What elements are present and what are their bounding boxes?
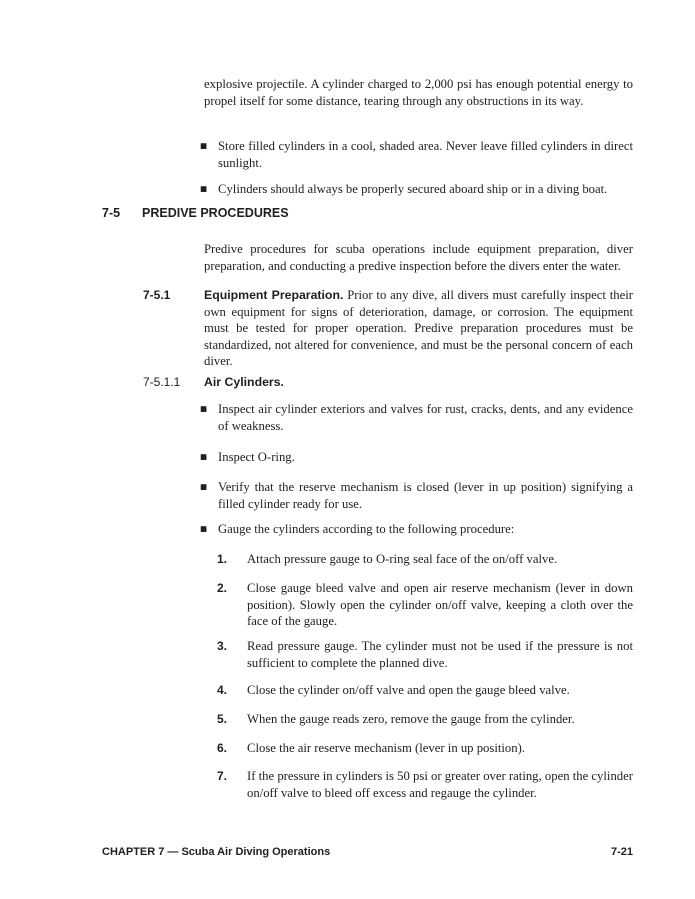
list-item: [200, 479, 633, 512]
bullet-square-icon: ■: [200, 404, 208, 414]
bullet-square-icon: ■: [200, 524, 208, 534]
section-heading: [102, 206, 642, 221]
subsubsection-paragraph: [204, 374, 633, 391]
list-item-text: Store filled cylinders in a cool, shaded area. Never leave filled cylinders in direct sunlight.: [218, 139, 633, 170]
step-number: 2.: [217, 581, 228, 595]
bullet-square-icon: ■: [200, 184, 208, 194]
step-number: 6.: [217, 741, 228, 755]
bullet-square-icon: ■: [200, 141, 208, 151]
list-item-text: Inspect O-ring.: [218, 450, 295, 464]
step-number: 3.: [217, 639, 228, 653]
subsection-title: Equipment Preparation.: [204, 288, 344, 302]
procedure-step: [217, 551, 633, 568]
procedure-step: [217, 682, 633, 699]
list-item: [200, 521, 633, 538]
list-item-text: Verify that the reserve mechanism is closed (lever in up position) signifying a filled cylinder ready for use.: [218, 480, 633, 511]
bullet-square-icon: ■: [200, 482, 208, 492]
section-number: 7-5: [102, 206, 121, 220]
subsubsection-number: 7-5.1.1: [143, 375, 181, 389]
paragraph-continuation: explosive projectile. A cylinder charged to 2,000 psi has enough potential energy to propel itself for some distance, tearing through any obstructions in its way.: [204, 77, 633, 108]
footer-page-number: 7-21: [610, 846, 633, 858]
step-text: If the pressure in cylinders is 50 psi or greater over rating, open the cylinder on/off valve to bleed off excess and regauge the cylinder.: [247, 769, 633, 800]
procedure-step: [217, 768, 633, 801]
list-item: [200, 449, 633, 466]
step-text: Read pressure gauge. The cylinder must not be used if the pressure is not sufficient to complete the planned dive.: [247, 639, 633, 670]
footer-chapter-title: CHAPTER 7 — Scuba Air Diving Operations: [102, 846, 331, 858]
step-text: Attach pressure gauge to O-ring seal face of the on/off valve.: [247, 552, 558, 566]
step-number: 7.: [217, 769, 228, 783]
step-text: Close gauge bleed valve and open air reserve mechanism (lever in down position). Slowly open the cylinder on/off valve, keeping a cloth over the face of the gauge.: [247, 581, 633, 628]
subsection-body: Prior to any dive, all divers must carefully inspect their own equipment for signs of deterioration, damage, or corrosion. The equipment must be tested for proper operation. Predive preparation procedures must be standardized, not altered for convenience, and must be the personal concern of each diver.: [204, 288, 633, 368]
procedure-step: [217, 580, 633, 630]
subsubsection-title: Air Cylinders.: [204, 375, 284, 389]
section-title: PREDIVE PROCEDURES: [142, 206, 289, 220]
list-item-text: Gauge the cylinders according to the following procedure:: [218, 522, 515, 536]
step-text: When the gauge reads zero, remove the gauge from the cylinder.: [247, 712, 575, 726]
list-item: [200, 138, 633, 171]
list-item-text: Inspect air cylinder exteriors and valves for rust, cracks, dents, and any evidence of weakness.: [218, 402, 633, 433]
step-text: Close the air reserve mechanism (lever in up position).: [247, 741, 525, 755]
section-intro-paragraph: Predive procedures for scuba operations include equipment preparation, diver preparation, and conducting a predive inspection before the divers enter the water.: [204, 242, 633, 273]
procedure-step: [217, 638, 633, 671]
list-item: [200, 401, 633, 434]
subsection-number: 7-5.1: [143, 288, 171, 302]
subsection-block: [143, 287, 633, 370]
procedure-step: [217, 740, 633, 757]
procedure-step: [217, 711, 633, 728]
step-text: Close the cylinder on/off valve and open the gauge bleed valve.: [247, 683, 570, 697]
list-item: [200, 181, 633, 198]
list-item-text: Cylinders should always be properly secured aboard ship or in a diving boat.: [218, 182, 608, 196]
step-number: 4.: [217, 683, 228, 697]
subsection-paragraph: [204, 287, 633, 370]
bullet-square-icon: ■: [200, 452, 208, 462]
subsubsection-block: [143, 374, 633, 391]
step-number: 1.: [217, 552, 228, 566]
page-footer: [102, 845, 633, 859]
step-number: 5.: [217, 712, 228, 726]
